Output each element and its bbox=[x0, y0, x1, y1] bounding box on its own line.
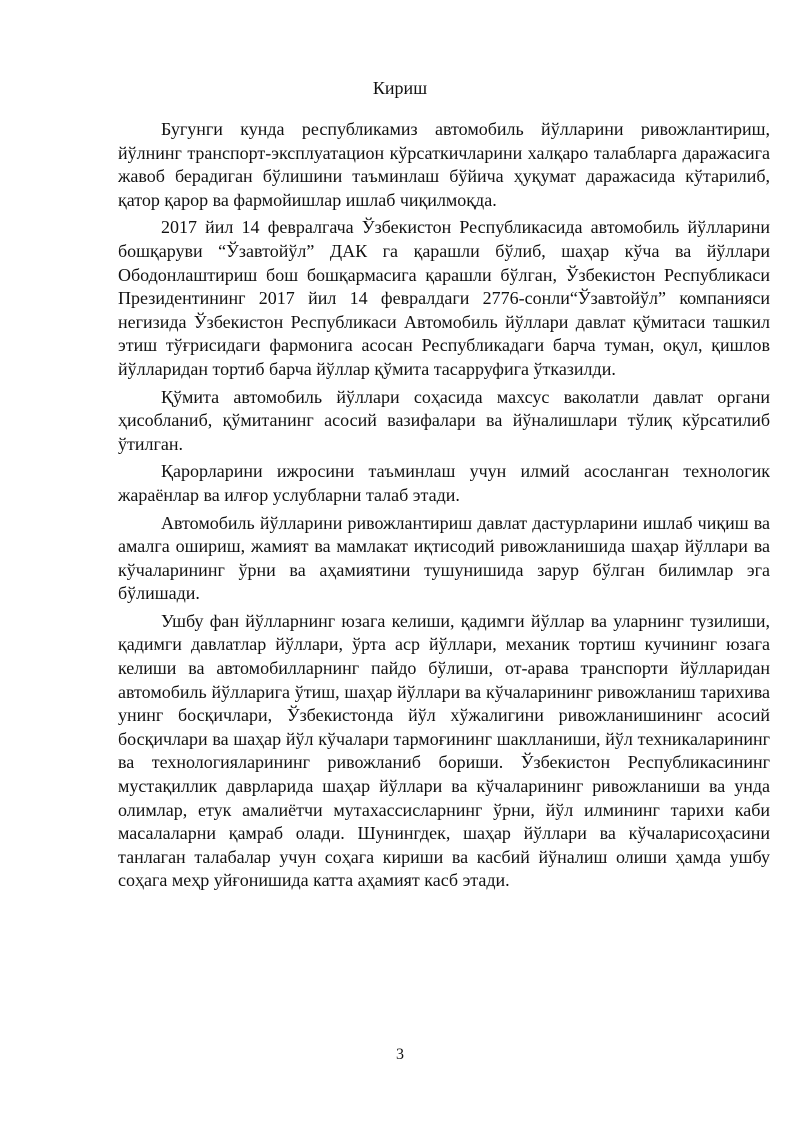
page-number: 3 bbox=[396, 1046, 404, 1063]
page-title: Кириш bbox=[372, 78, 428, 98]
paragraph-6: Ушбу фан йўлларнинг юзага келиши, қадимги йўллар ва уларнинг тузилиши, қадимги давлатлар йўллари, ўрта аср йўллари, механик тортиш кучининг юзага келиши ва автомобилларнинг пайдо бўлиши, от-арава транспорти йўлларидан автомобиль йўлларига ўтиш, шаҳар йўллари ва кўчаларининг ривожланиш тарихива унинг босқичлари, Ўзбекистонда йўл хўжалигини ривожланишининг асосий босқичлари ва шаҳар йўл кўчалари тармоғининг шаклланиши, йўл техникаларининг ва технологияларининг ривожланиб бориши. Ўзбекистон Республикасининг мустақиллик даврларида шаҳар йўллари ва кўчаларининг ривожланиши ва унда олимлар, етук амалиётчи мутахассисларнинг ўрни, йўл илмининг тарихи каби масалаларни қамраб олади. Шунингдек, шаҳар йўллари ва кўчаларисоҳасини танлаган талабалар учун соҳага кириши ва касбий йўналиш олиши ҳамда ушбу соҳага меҳр уйғонишида катта аҳамият касб этади. bbox=[118, 610, 770, 891]
paragraph-5: Автомобиль йўлларини ривожлантириш давлат дастурларини ишлаб чиқиш ва амалга ошириш, жамият ва мамлакат иқтисодий ривожланишида шаҳар йўллари ва кўчаларининг ўрни ва аҳамиятини тушунишида зарур бўлган билимлар эга бўлишади. bbox=[118, 512, 770, 604]
paragraph-4: Қарорларини ижросини таъминлаш учун илмий асосланган технологик жараёнлар ва илғор услубларни талаб этади. bbox=[118, 461, 770, 505]
paragraph-3: Қўмита автомобиль йўллари соҳасида махсус ваколатли давлат органи ҳисобланиб, қўмитанинг асосий вазифалари ва йўналишлари тўлиқ кўрсатилиб ўтилган. bbox=[118, 386, 770, 454]
body-text bbox=[118, 118, 770, 897]
paragraph-1: Бугунги кунда республикамиз автомобиль йўлларини ривожлантириш, йўлнинг транспорт-эксплуатацион кўрсаткичларини халқаро талабларга даражасига жавоб берадиган бўлишини таъминлаш бўйича ҳуқумат даражасида кўтарилиб, қатор қарор ва фармойишлар ишлаб чиқилмоқда. bbox=[118, 119, 770, 210]
paragraph-2: 2017 йил 14 февралгача Ўзбекистон Республикасида автомобиль йўлларини бошқаруви “Ўзавтойўл” ДАК га қарашли бўлиб, шаҳар кўча ва йўллари Ободонлаштириш бош бошқармасига қарашли бўлган, Ўзбекистон Республикаси Президентининг 2017 йил 14 февралдаги 2776-сонли“Ўзавтойўл” компанияси негизида Ўзбекистон Республикаси Автомобиль йўллари давлат қўмитаси ташкил этиш тўғрисидаги фармонига асосан Республикадаги барча туман, оқул, қишлов йўлларидан тортиб барча йўллар қўмита тасарруфига ўтказилди. bbox=[118, 217, 770, 379]
